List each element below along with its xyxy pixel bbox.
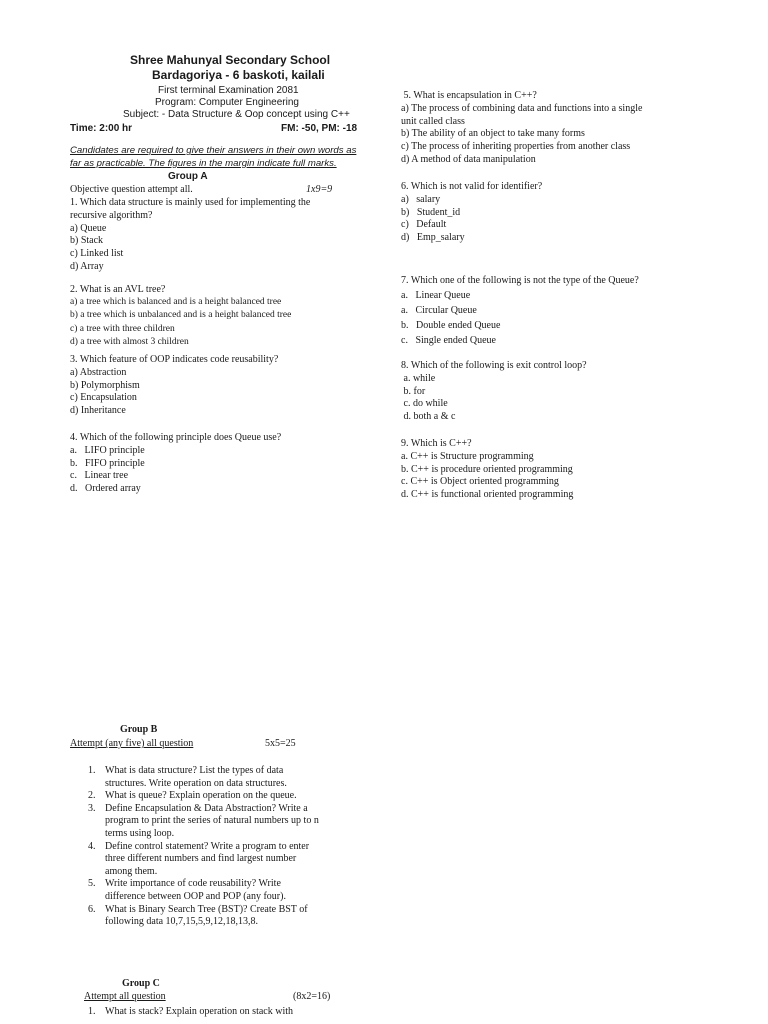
question-text: 1. Which data structure is mainly used for implementing the xyxy=(70,197,311,208)
option: a. while xyxy=(401,372,436,384)
option: c) Default xyxy=(401,219,447,231)
option: d) Emp_salary xyxy=(401,232,465,244)
instructions xyxy=(70,145,356,170)
option: a. LIFO principle xyxy=(70,444,145,456)
group-b-question-list xyxy=(70,765,319,929)
option: b) Polymorphism xyxy=(70,379,140,391)
question-text: 5. What is encapsulation in C++? xyxy=(401,90,537,101)
option: b. Double ended Queue xyxy=(401,320,501,331)
question-1 xyxy=(70,197,310,274)
item-number: 6. xyxy=(88,903,96,915)
subject-line: Subject: - Data Structure & Oop concept using C++ xyxy=(123,109,350,120)
group-a-title: Group A xyxy=(168,171,208,182)
option: a) salary xyxy=(401,193,441,205)
group-a-instruction: Objective question attempt all. xyxy=(70,184,193,195)
option: c. do while xyxy=(401,398,448,410)
question-text: 4. Which of the following principle does Queue use? xyxy=(70,432,282,443)
time-line: Time: 2:00 hr xyxy=(70,123,133,134)
item-text: What is stack? Explain operation on stack with xyxy=(105,1006,294,1017)
exam-title: First terminal Examination 2081 xyxy=(158,85,299,96)
item-number: 3. xyxy=(88,802,96,814)
group-b-marks: 5x5=25 xyxy=(265,738,296,749)
question-6 xyxy=(401,181,542,245)
instruction-line: far as practicable. The figures in the margin indicate full marks. xyxy=(70,157,337,169)
option: d) a tree with almost 3 children xyxy=(70,336,189,347)
list-item xyxy=(70,790,319,803)
option: b) Stack xyxy=(70,235,104,247)
item-text: What is data structure? List the types of data xyxy=(105,765,284,776)
option: c) Linked list xyxy=(70,248,124,260)
option: d. both a & c xyxy=(401,411,456,423)
option: b) The ability of an object to take many forms xyxy=(401,128,585,140)
option: b) Student_id xyxy=(401,206,461,218)
option: b. FIFO principle xyxy=(70,457,145,469)
question-text: 9. Which is C++? xyxy=(401,438,472,449)
group-c-marks: (8x2=16) xyxy=(293,991,331,1002)
option: a) Queue xyxy=(70,222,107,234)
group-a-marks: 1x9=9 xyxy=(306,184,333,195)
school-name: Shree Mahunyal Secondary School xyxy=(130,53,331,67)
program-line: Program: Computer Engineering xyxy=(155,97,299,108)
option: c. Single ended Queue xyxy=(401,335,496,346)
item-text: What is queue? Explain operation on the queue. xyxy=(105,790,297,802)
list-item xyxy=(70,841,319,879)
item-text: structures. Write operation on data structures. xyxy=(105,777,287,789)
marks-line: FM: -50, PM: -18 xyxy=(281,123,358,134)
option: a) Abstraction xyxy=(70,366,127,378)
option: b. C++ is procedure oriented programming xyxy=(401,463,573,475)
option: b) a tree which is unbalanced and is a height balanced tree xyxy=(70,310,292,321)
item-text: Define control statement? Write a program to enter xyxy=(105,840,310,852)
list-item xyxy=(70,904,319,929)
option: d) A method of data manipulation xyxy=(401,153,536,165)
question-text: 6. Which is not valid for identifier? xyxy=(401,181,543,192)
item-text: among them. xyxy=(105,865,158,877)
item-text: Define Encapsulation & Data Abstraction? Write a xyxy=(105,802,308,814)
question-4 xyxy=(70,432,281,496)
option: a) The process of combining data and functions into a single xyxy=(401,102,643,114)
item-number: 1. xyxy=(88,765,96,776)
question-9 xyxy=(401,438,573,502)
option: c. Linear tree xyxy=(70,470,129,482)
question-text: 7. Which one of the following is not the type of the Queue? xyxy=(401,275,639,286)
question-text: 8. Which of the following is exit control loop? xyxy=(401,360,587,371)
item-text: difference between OOP and POP (any four). xyxy=(105,890,286,902)
question-8 xyxy=(401,360,587,424)
question-7 xyxy=(401,273,639,348)
group-b-instruction: Attempt (any five) all question xyxy=(70,738,194,749)
item-text: program to print the series of natural numbers up to n xyxy=(105,815,319,827)
group-b-title: Group B xyxy=(120,724,158,735)
instruction-line: Candidates are required to give their answers in their own words as xyxy=(70,145,357,156)
option: d. Ordered array xyxy=(70,483,141,495)
list-item xyxy=(70,803,319,841)
group-c-question-list xyxy=(70,1006,293,1019)
question-3 xyxy=(70,354,278,418)
question-2 xyxy=(70,283,291,349)
option: b. for xyxy=(401,385,426,397)
option: a. Circular Queue xyxy=(401,305,477,316)
item-text: What is Binary Search Tree (BST)? Create BST of xyxy=(105,903,308,915)
group-c-title: Group C xyxy=(122,978,160,989)
option: a. Linear Queue xyxy=(401,290,471,301)
question-5 xyxy=(401,90,642,167)
item-text: Write importance of code reusability? Write xyxy=(105,878,281,890)
option: c) The process of inheriting properties from another class xyxy=(401,141,631,153)
option: d) Inheritance xyxy=(70,405,126,417)
question-text: 2. What is an AVL tree? xyxy=(70,284,166,295)
group-c-instruction: Attempt all question xyxy=(84,991,166,1002)
option: d) Array xyxy=(70,260,104,272)
item-number: 5. xyxy=(88,878,96,890)
option: a) a tree which is balanced and is a height balanced tree xyxy=(70,297,282,308)
question-text: 3. Which feature of OOP indicates code reusability? xyxy=(70,354,279,365)
list-item xyxy=(70,878,319,903)
option: c) a tree with three children xyxy=(70,323,175,334)
item-number: 1. xyxy=(88,1006,96,1017)
list-item xyxy=(70,1006,293,1019)
item-text: three different numbers and find largest number xyxy=(105,853,297,865)
option: c) Encapsulation xyxy=(70,392,137,404)
question-text: recursive algorithm? xyxy=(70,209,153,221)
list-item xyxy=(70,765,319,790)
option: unit called class xyxy=(401,115,465,127)
option: a. C++ is Structure programming xyxy=(401,450,534,462)
item-text: terms using loop. xyxy=(105,827,175,839)
item-number: 4. xyxy=(88,840,96,852)
option: d. C++ is functional oriented programming xyxy=(401,489,574,501)
item-text: following data 10,7,15,5,9,12,18,13,8. xyxy=(105,916,259,928)
item-number: 2. xyxy=(88,790,96,802)
option: c. C++ is Object oriented programming xyxy=(401,476,559,488)
school-address: Bardagoriya - 6 baskoti, kailali xyxy=(152,68,325,82)
